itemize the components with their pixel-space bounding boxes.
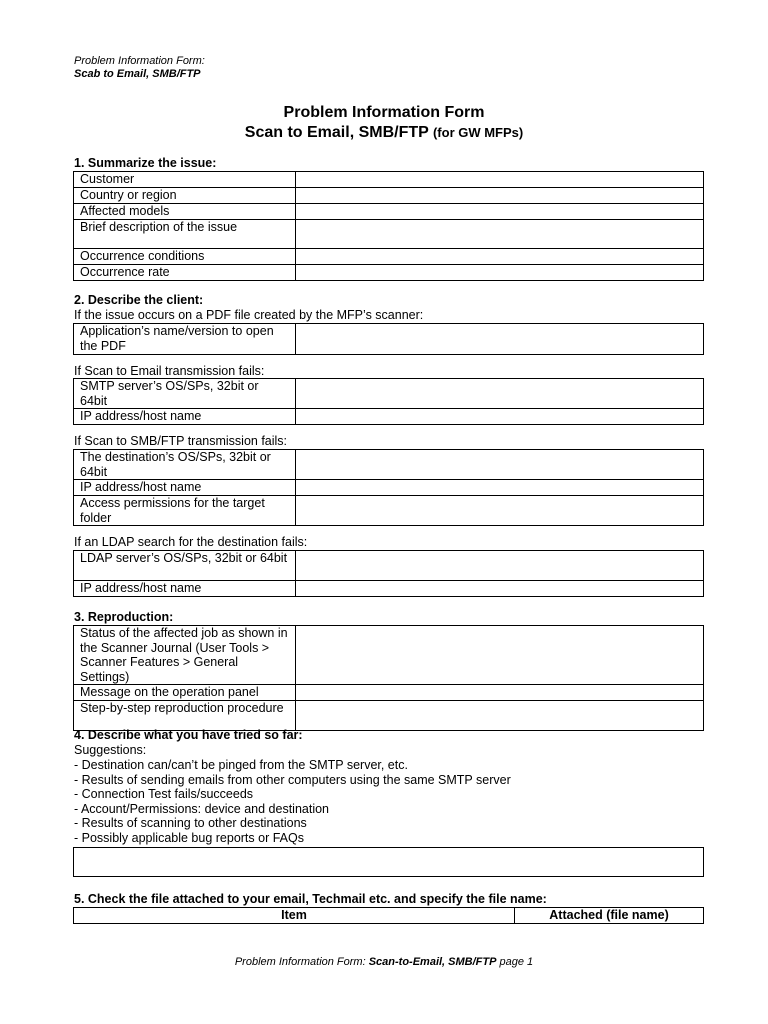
section2-heading: 2. Describe the client: — [74, 293, 204, 307]
tried-so-far-field[interactable] — [74, 848, 704, 877]
subtitle-sub: (for GW MFPs) — [432, 125, 524, 140]
footer-bold: Scan-to-Email, SMB/FTP — [368, 956, 497, 968]
pdf-app-field[interactable] — [296, 324, 704, 355]
job-status-field[interactable] — [296, 626, 704, 685]
ldap-ip-field[interactable] — [296, 581, 704, 597]
running-header-line1: Problem Information Form: — [74, 55, 205, 67]
affected-models-field[interactable] — [296, 204, 704, 220]
section4-heading: 4. Describe what you have tried so far: — [74, 728, 303, 742]
table-row — [74, 685, 704, 701]
table-row — [74, 188, 704, 204]
destination-ip-field[interactable] — [296, 480, 704, 496]
table-row — [74, 701, 704, 731]
table-row — [74, 626, 704, 685]
email-table — [73, 378, 704, 425]
ldap-intro: If an LDAP search for the destination fails: — [74, 535, 308, 549]
row-label: LDAP server’s OS/SPs, 32bit or 64bit — [74, 551, 296, 581]
subtitle-main: Scan to Email, SMB/FTP — [244, 124, 429, 141]
row-label: IP address/host name — [74, 409, 296, 425]
tried-so-far-table — [73, 847, 704, 877]
occurrence-rate-field[interactable] — [296, 265, 704, 281]
row-label: Customer — [74, 172, 296, 188]
table-row — [74, 379, 704, 409]
table-row — [74, 249, 704, 265]
list-item: - Destination can/can’t be pinged from the SMTP server, etc. — [74, 758, 408, 772]
table-row — [74, 551, 704, 581]
pdf-table — [73, 323, 704, 355]
row-label: IP address/host name — [74, 581, 296, 597]
row-label: The destination’s OS/SPs, 32bit or 64bit — [74, 450, 296, 480]
row-label: Country or region — [74, 188, 296, 204]
row-label: Brief description of the issue — [74, 220, 296, 249]
running-header-line2: Scab to Email, SMB/FTP — [74, 68, 201, 80]
smb-table — [73, 449, 704, 526]
attached-column-header: Attached (file name) — [515, 908, 704, 924]
table-row — [74, 324, 704, 355]
email-intro: If Scan to Email transmission fails: — [74, 364, 265, 378]
footer-prefix: Problem Information Form: — [234, 956, 369, 968]
table-row — [74, 172, 704, 188]
row-label: SMTP server’s OS/SPs, 32bit or 64bit — [74, 379, 296, 409]
section3-heading: 3. Reproduction: — [74, 610, 174, 624]
section1-heading: 1. Summarize the issue: — [74, 156, 217, 170]
table-row — [74, 908, 704, 924]
page-subtitle — [0, 124, 768, 142]
row-label: Status of the affected job as shown in the Scanner Journal (User Tools > Scanner Features > General Settings) — [74, 626, 296, 685]
table-row — [74, 265, 704, 281]
access-permissions-field[interactable] — [296, 496, 704, 526]
footer-suffix: page 1 — [496, 956, 534, 968]
country-field[interactable] — [296, 188, 704, 204]
table-row — [74, 204, 704, 220]
smtp-ip-field[interactable] — [296, 409, 704, 425]
row-label: Affected models — [74, 204, 296, 220]
section5-heading: 5. Check the file attached to your email, Techmail etc. and specify the file name: — [74, 892, 547, 906]
table-row — [74, 480, 704, 496]
list-item: - Possibly applicable bug reports or FAQs — [74, 831, 304, 845]
table-row — [74, 409, 704, 425]
row-label: Application’s name/version to open the PDF — [74, 324, 296, 355]
page-footer — [0, 956, 768, 968]
row-label: Occurrence conditions — [74, 249, 296, 265]
table-row — [74, 450, 704, 480]
description-field[interactable] — [296, 220, 704, 249]
suggestions-label: Suggestions: — [74, 743, 147, 757]
section1-table — [73, 171, 704, 281]
table-row — [74, 496, 704, 526]
row-label: Access permissions for the target folder — [74, 496, 296, 526]
row-label: Message on the operation panel — [74, 685, 296, 701]
customer-field[interactable] — [296, 172, 704, 188]
row-label: IP address/host name — [74, 480, 296, 496]
table-row — [74, 848, 704, 877]
smtp-os-field[interactable] — [296, 379, 704, 409]
ldap-os-field[interactable] — [296, 551, 704, 581]
occurrence-conditions-field[interactable] — [296, 249, 704, 265]
panel-message-field[interactable] — [296, 685, 704, 701]
table-row — [74, 220, 704, 249]
list-item: - Results of scanning to other destinations — [74, 816, 307, 830]
list-item: - Connection Test fails/succeeds — [74, 787, 254, 801]
page-title: Problem Information Form — [283, 104, 485, 121]
reproduction-procedure-field[interactable] — [296, 701, 704, 731]
row-label: Step-by-step reproduction procedure — [74, 701, 296, 731]
row-label: Occurrence rate — [74, 265, 296, 281]
attachments-table — [73, 907, 704, 924]
destination-os-field[interactable] — [296, 450, 704, 480]
pdf-intro: If the issue occurs on a PDF file created by the MFP’s scanner: — [74, 308, 424, 322]
smb-intro: If Scan to SMB/FTP transmission fails: — [74, 434, 288, 448]
list-item: - Account/Permissions: device and destination — [74, 802, 329, 816]
ldap-table — [73, 550, 704, 597]
item-column-header: Item — [74, 908, 515, 924]
list-item: - Results of sending emails from other computers using the same SMTP server — [74, 773, 511, 787]
table-row — [74, 581, 704, 597]
section3-table — [73, 625, 704, 731]
